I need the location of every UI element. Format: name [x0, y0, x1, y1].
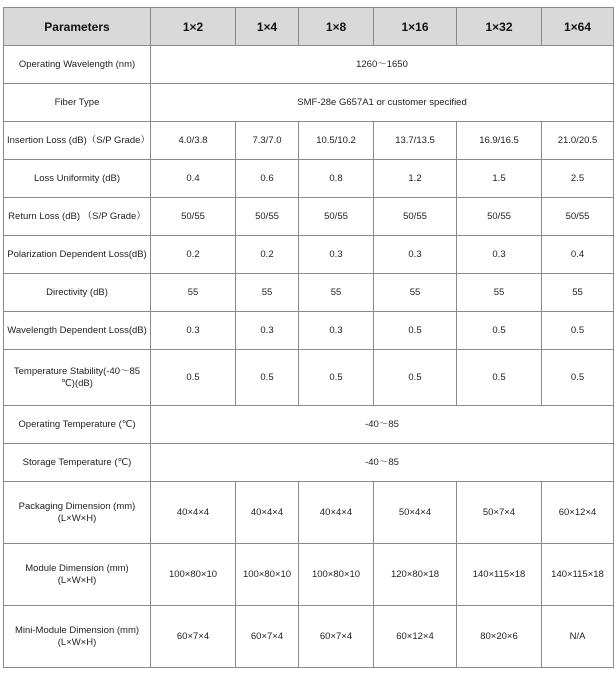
row-label: Operating Temperature (℃): [4, 406, 151, 444]
cell-value: 50/55: [374, 198, 457, 236]
row-operating-wavelength: [4, 46, 614, 84]
cell-value: 0.5: [542, 312, 614, 350]
cell-value: 50/55: [542, 198, 614, 236]
header-col-1x8: 1×8: [299, 8, 374, 46]
row-label: Packaging Dimension (mm) (L×W×H): [4, 482, 151, 544]
row-packaging-dimension: [4, 482, 614, 544]
row-wavelength-dependent-loss: [4, 312, 614, 350]
cell-value: 40×4×4: [151, 482, 236, 544]
cell-value: 50×7×4: [457, 482, 542, 544]
row-span-value: -40～85: [151, 444, 614, 482]
cell-value: 55: [299, 274, 374, 312]
cell-value: 0.3: [457, 236, 542, 274]
cell-value: 21.0/20.5: [542, 122, 614, 160]
cell-value: 100×80×10: [151, 544, 236, 606]
cell-value: 16.9/16.5: [457, 122, 542, 160]
cell-value: 50/55: [299, 198, 374, 236]
row-module-dimension: [4, 544, 614, 606]
cell-value: 140×115×18: [542, 544, 614, 606]
cell-value: 7.3/7.0: [236, 122, 299, 160]
cell-value: 40×4×4: [236, 482, 299, 544]
cell-value: 0.2: [151, 236, 236, 274]
cell-value: 50/55: [236, 198, 299, 236]
row-label: Return Loss (dB) （S/P Grade）: [4, 198, 151, 236]
cell-value: 0.4: [542, 236, 614, 274]
row-span-value: 1260～1650: [151, 46, 614, 84]
cell-value: 100×80×10: [299, 544, 374, 606]
cell-value: 60×12×4: [542, 482, 614, 544]
specifications-table: [3, 7, 614, 668]
cell-value: 1.5: [457, 160, 542, 198]
cell-value: 60×7×4: [236, 606, 299, 668]
cell-value: 140×115×18: [457, 544, 542, 606]
cell-value: 0.8: [299, 160, 374, 198]
row-polarization-dependent-loss: [4, 236, 614, 274]
cell-value: 0.3: [299, 236, 374, 274]
cell-value: 60×7×4: [151, 606, 236, 668]
row-label: Polarization Dependent Loss(dB): [4, 236, 151, 274]
cell-value: 4.0/3.8: [151, 122, 236, 160]
row-label: Directivity (dB): [4, 274, 151, 312]
header-row: [4, 8, 614, 46]
header-col-1x4: 1×4: [236, 8, 299, 46]
row-label: Wavelength Dependent Loss(dB): [4, 312, 151, 350]
row-span-value: SMF-28e G657A1 or customer specified: [151, 84, 614, 122]
header-col-1x2: 1×2: [151, 8, 236, 46]
cell-value: 0.5: [542, 350, 614, 406]
cell-value: 55: [151, 274, 236, 312]
cell-value: 120×80×18: [374, 544, 457, 606]
cell-value: 0.3: [299, 312, 374, 350]
row-return-loss: [4, 198, 614, 236]
cell-value: 2.5: [542, 160, 614, 198]
cell-value: 40×4×4: [299, 482, 374, 544]
cell-value: 10.5/10.2: [299, 122, 374, 160]
row-label: Storage Temperature (℃): [4, 444, 151, 482]
cell-value: 0.3: [151, 312, 236, 350]
cell-value: 0.4: [151, 160, 236, 198]
cell-value: 13.7/13.5: [374, 122, 457, 160]
cell-value: 55: [457, 274, 542, 312]
cell-value: 0.3: [236, 312, 299, 350]
row-label: Mini-Module Dimension (mm) (L×W×H): [4, 606, 151, 668]
header-parameters: Parameters: [4, 8, 151, 46]
cell-value: 0.5: [236, 350, 299, 406]
cell-value: 0.5: [457, 312, 542, 350]
row-operating-temperature: [4, 406, 614, 444]
cell-value: 55: [542, 274, 614, 312]
cell-value: 60×7×4: [299, 606, 374, 668]
cell-value: 0.5: [374, 312, 457, 350]
row-label: Loss Uniformity (dB): [4, 160, 151, 198]
row-label: Fiber Type: [4, 84, 151, 122]
row-loss-uniformity: [4, 160, 614, 198]
cell-value: N/A: [542, 606, 614, 668]
row-label: Operating Wavelength (nm): [4, 46, 151, 84]
header-col-1x64: 1×64: [542, 8, 614, 46]
row-storage-temperature: [4, 444, 614, 482]
cell-value: 0.2: [236, 236, 299, 274]
row-insertion-loss: [4, 122, 614, 160]
row-mini-module-dimension: [4, 606, 614, 668]
cell-value: 0.6: [236, 160, 299, 198]
cell-value: 100×80×10: [236, 544, 299, 606]
header-col-1x16: 1×16: [374, 8, 457, 46]
row-directivity: [4, 274, 614, 312]
cell-value: 50/55: [151, 198, 236, 236]
row-temperature-stability: [4, 350, 614, 406]
cell-value: 55: [374, 274, 457, 312]
row-fiber-type: [4, 84, 614, 122]
cell-value: 50/55: [457, 198, 542, 236]
cell-value: 0.5: [457, 350, 542, 406]
row-label: Temperature Stability(-40～85 ℃)(dB): [4, 350, 151, 406]
cell-value: 0.5: [374, 350, 457, 406]
cell-value: 55: [236, 274, 299, 312]
row-label: Insertion Loss (dB)（S/P Grade）: [4, 122, 151, 160]
cell-value: 60×12×4: [374, 606, 457, 668]
row-span-value: -40～85: [151, 406, 614, 444]
cell-value: 1.2: [374, 160, 457, 198]
row-label: Module Dimension (mm) (L×W×H): [4, 544, 151, 606]
cell-value: 0.5: [151, 350, 236, 406]
header-col-1x32: 1×32: [457, 8, 542, 46]
cell-value: 0.3: [374, 236, 457, 274]
cell-value: 0.5: [299, 350, 374, 406]
cell-value: 50×4×4: [374, 482, 457, 544]
cell-value: 80×20×6: [457, 606, 542, 668]
